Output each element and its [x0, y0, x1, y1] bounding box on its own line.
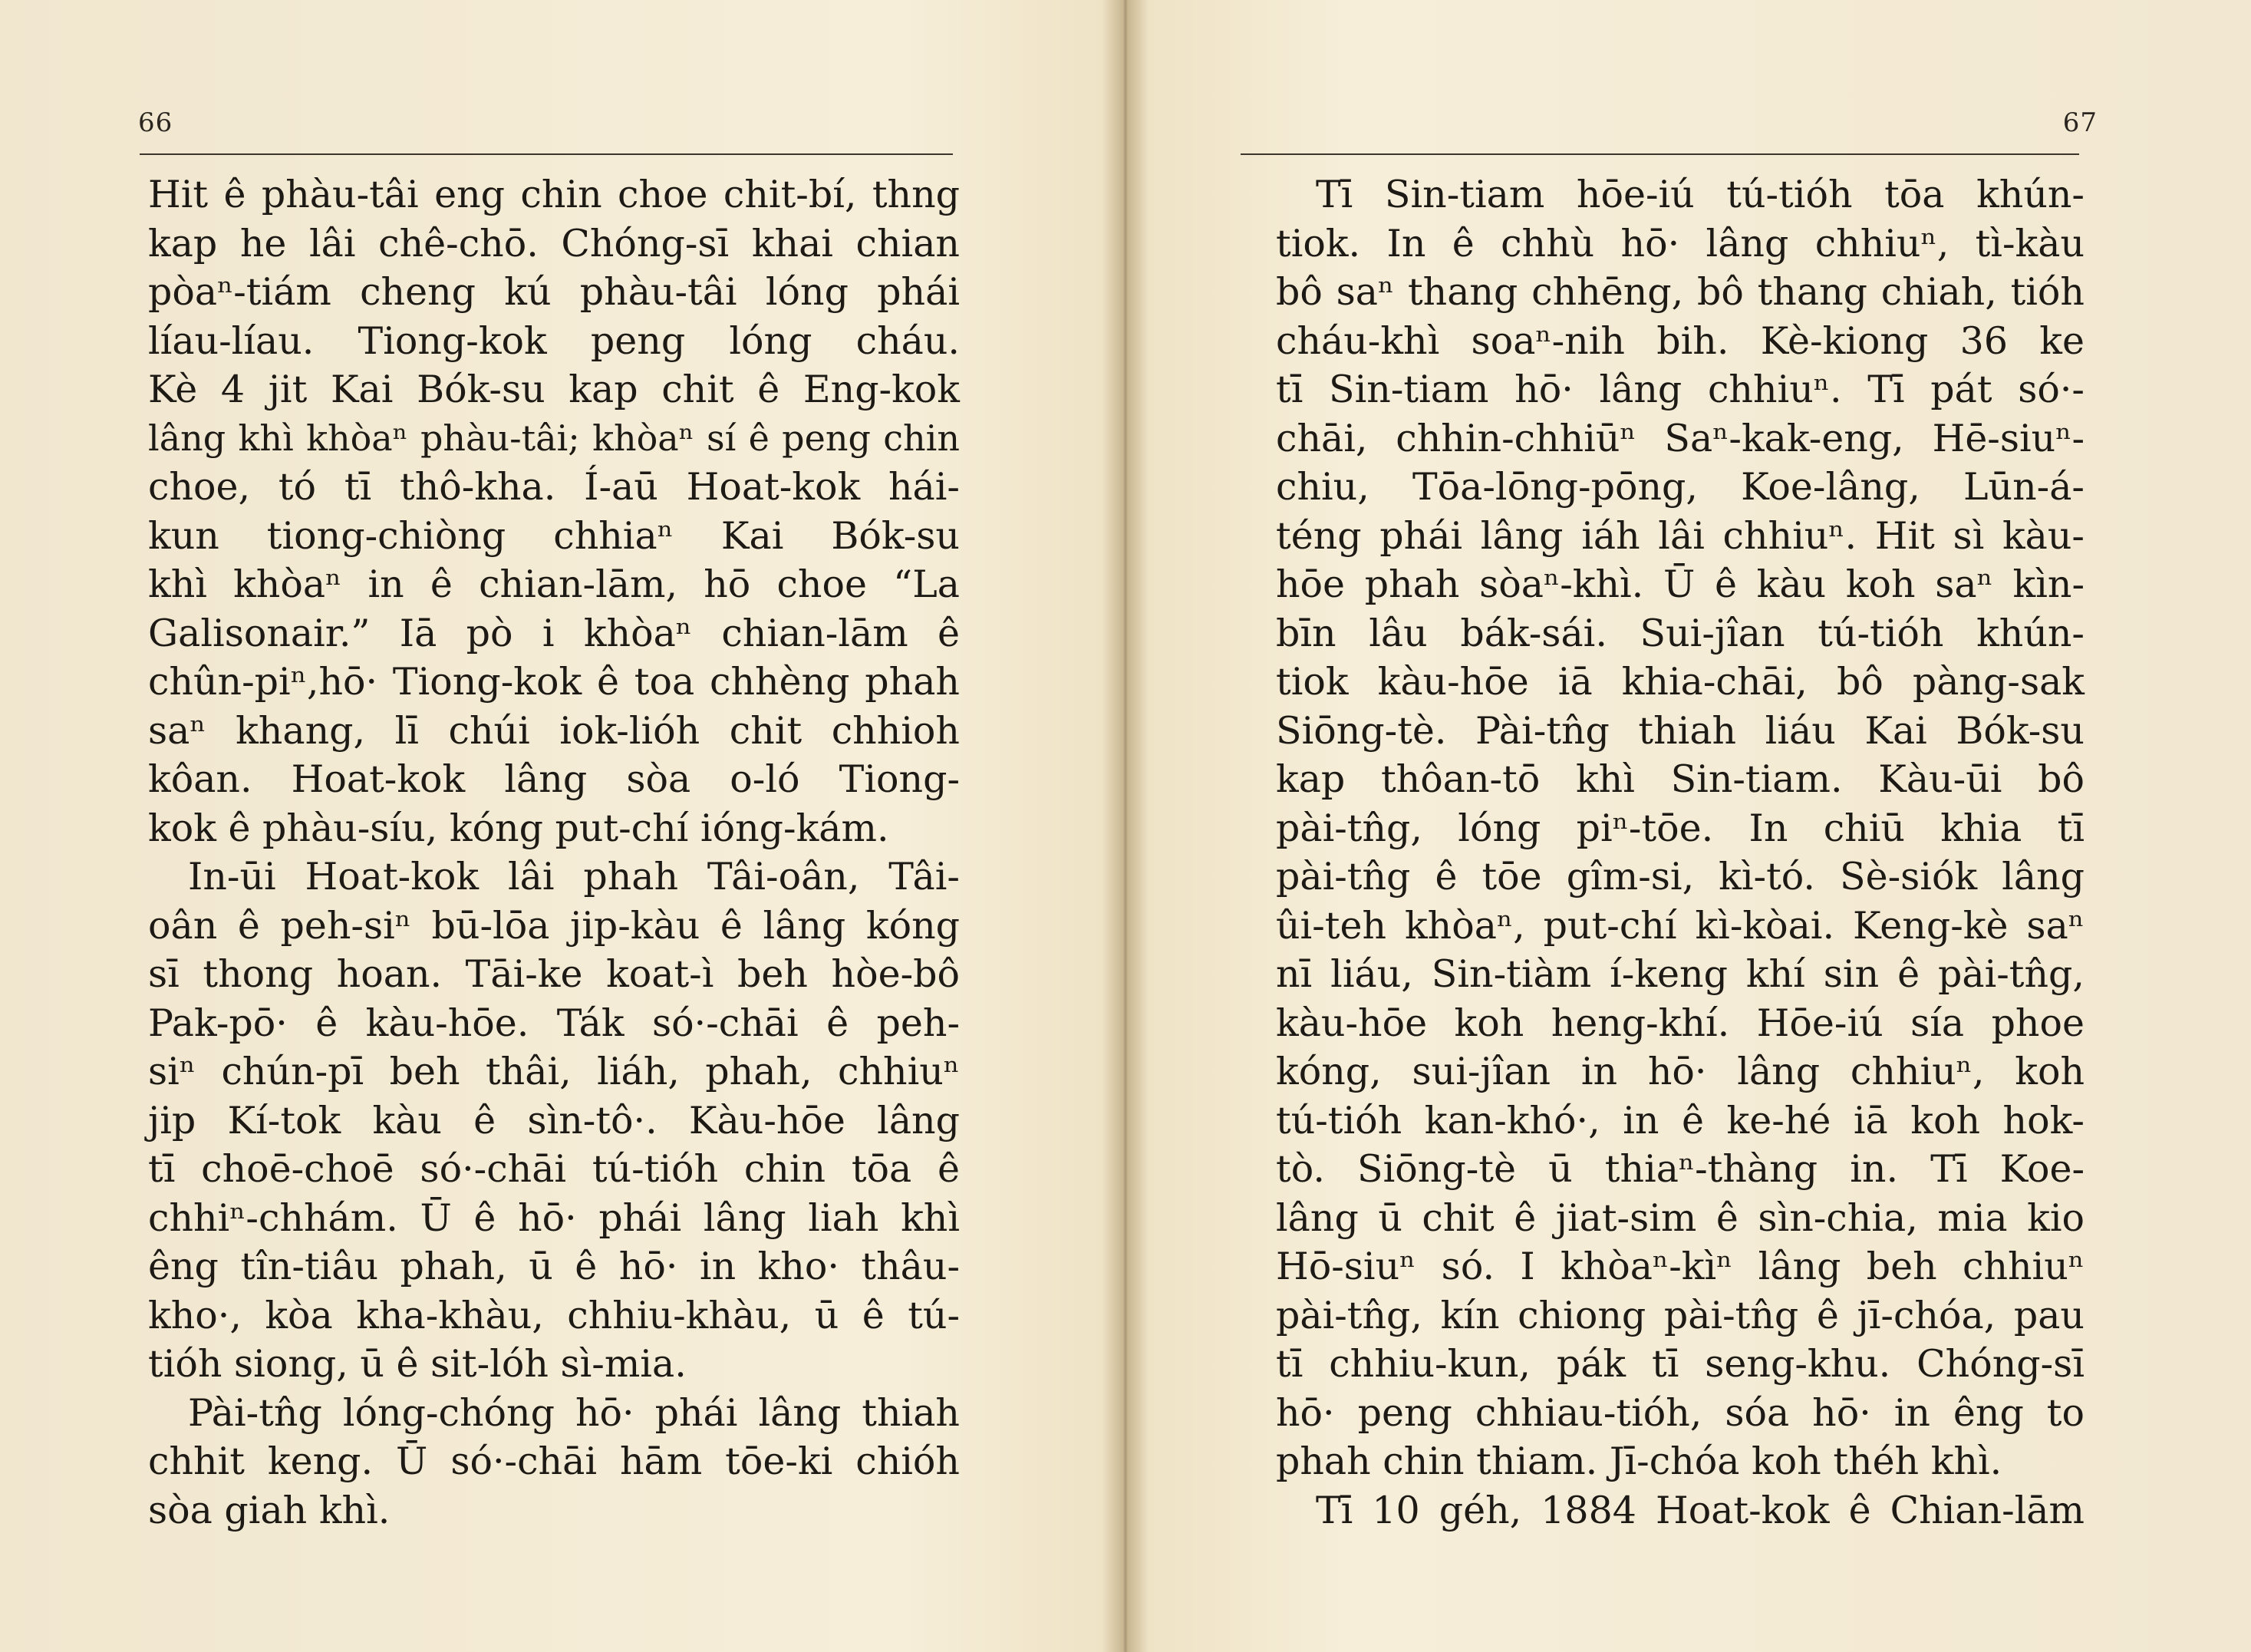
text-line: hōe phah sòaⁿ-khì. Ū ê kàu koh saⁿ kìn- — [1276, 562, 2085, 606]
body-text — [148, 170, 960, 1535]
text-line: Galisonair.” Iā pò i khòaⁿ chian-lām ê — [148, 611, 960, 655]
text-line: saⁿ khang, lī chúi iok-lióh chit chhioh — [148, 708, 960, 753]
text-line: In-ūi Hoat-kok lâi phah Tâi-oân, Tâi- — [188, 855, 960, 899]
text-line: hō· peng chhiau-tióh, sóa hō· in êng to — [1276, 1390, 2085, 1435]
text-line: tú-tióh kan-khó·, in ê ke-hé iā koh hok- — [1276, 1098, 2085, 1143]
text-line: Kè 4 jit Kai Bók-su kap chit ê Eng-kok — [148, 368, 960, 411]
text-line: lâng khì khòaⁿ phàu-tâi; khòaⁿ sí ê peng chin — [148, 417, 960, 459]
text-line: kap he lâi chê-chō. Chóng-sī khai chian — [148, 221, 960, 265]
text-line: oân ê peh-siⁿ bū-lōa jip-kàu ê lâng kóng — [148, 903, 960, 948]
text-line: kok ê phàu-síu, kóng put-chí ióng-kám. — [148, 806, 889, 850]
text-line: siⁿ chún-pī beh thâi, liáh, phah, chhiuⁿ — [148, 1050, 960, 1093]
text-line: tióh siong, ū ê sit-lóh sì-mia. — [148, 1342, 687, 1386]
text-line: phah chin thiam. Jī-chóa koh théh khì. — [1276, 1439, 2002, 1483]
text-line: jip Kí-tok kàu ê sìn-tô·. Kàu-hōe lâng — [148, 1098, 960, 1143]
text-line: choe, tó tī thô-kha. Í-aū Hoat-kok hái- — [148, 465, 960, 509]
text-line: Pak-pō· ê kàu-hōe. Ták só·-chāi ê peh- — [148, 1001, 960, 1045]
text-line: Tī Sin-tiam hōe-iú tú-tióh tōa khún- — [1316, 173, 2085, 216]
text-line: tiok kàu-hōe iā khia-chāi, bô pàng-sak — [1276, 660, 2085, 704]
page-number: 67 — [2062, 107, 2098, 138]
text-line: chiu, Tōa-lōng-pōng, Koe-lâng, Lūn-á- — [1276, 465, 2085, 509]
text-line: tiok. In ê chhù hō· lâng chhiuⁿ, tì-kàu — [1276, 221, 2085, 265]
text-line: kho·, kòa kha-khàu, chhiu-khàu, ū ê tú- — [148, 1293, 960, 1337]
text-line: cháu-khì soaⁿ-nih bih. Kè-kiong 36 ke — [1276, 318, 2085, 363]
text-line: chhit keng. Ū só·-chāi hām tōe-ki chióh — [148, 1439, 960, 1483]
text-line: Hō-siuⁿ só. I khòaⁿ-kìⁿ lâng beh chhiuⁿ — [1276, 1245, 2085, 1288]
text-line: pài-tn̂g, lóng piⁿ-tōe. In chiū khia tī — [1276, 806, 2085, 850]
text-line: kóng, sui-jîan in hō· lâng chhiuⁿ, koh — [1276, 1050, 2085, 1093]
text-line: tī choē-choē só·-chāi tú-tióh chin tōa ê — [148, 1147, 960, 1191]
header-rule — [140, 153, 953, 155]
text-line: Siōng-tè. Pài-tn̂g thiah liáu Kai Bók-su — [1276, 708, 2085, 753]
text-line: pòaⁿ-tiám cheng kú phàu-tâi lóng phái — [148, 270, 960, 314]
text-line: téng phái lâng iáh lâi chhiuⁿ. Hit sì kàu- — [1276, 513, 2085, 558]
right-page — [1126, 0, 2251, 1652]
text-line: kun tiong-chiòng chhiaⁿ Kai Bók-su — [148, 513, 960, 558]
text-line: êng tîn-tiâu phah, ū ê hō· in kho· thâu- — [148, 1245, 960, 1288]
text-line: tò. Siōng-tè ū thiaⁿ-thàng in. Tī Koe- — [1276, 1147, 2085, 1191]
text-line: Tī 10 géh, 1884 Hoat-kok ê Chian-lām — [1316, 1488, 2085, 1532]
text-line: lâng ū chit ê jiat-sim ê sìn-chia, mia kio — [1276, 1195, 2085, 1240]
text-line: kap thôan-tō khì Sin-tiam. Kàu-ūi bô — [1276, 757, 2085, 801]
header-rule — [1241, 153, 2079, 155]
text-line: líau-líau. Tiong-kok peng lóng cháu. — [148, 318, 960, 363]
text-line: pài-tn̂g ê tōe gîm-si, kì-tó. Sè-siók lâng — [1276, 855, 2085, 899]
text-line: bīn lâu bák-sái. Sui-jîan tú-tióh khún- — [1276, 611, 2085, 655]
text-line: sòa giah khì. — [148, 1488, 391, 1532]
text-line: chhiⁿ-chhám. Ū ê hō· phái lâng liah khì — [148, 1195, 960, 1240]
text-line: khì khòaⁿ in ê chian-lām, hō choe “La — [148, 562, 960, 606]
text-line: tī Sin-tiam hō· lâng chhiuⁿ. Tī pát só·- — [1276, 368, 2085, 411]
text-line: pài-tn̂g, kín chiong pài-tn̂g ê jī-chóa, pau — [1276, 1293, 2085, 1337]
text-line: Pài-tn̂g lóng-chóng hō· phái lâng thiah — [188, 1390, 960, 1435]
body-text — [1276, 170, 2085, 1535]
text-line: kàu-hōe koh heng-khí. Hōe-iú sía phoe — [1276, 1001, 2085, 1045]
text-line: tī chhiu-kun, pák tī seng-khu. Chóng-sī — [1276, 1342, 2085, 1386]
text-line: chāi, chhin-chhiūⁿ Saⁿ-kak-eng, Hē-siuⁿ- — [1276, 416, 2085, 460]
text-line: ûi-teh khòaⁿ, put-chí kì-kòai. Keng-kè saⁿ — [1276, 903, 2085, 948]
text-line: nī liáu, Sin-tiàm í-keng khí sin ê pài-tn̂g, — [1276, 952, 2085, 996]
text-line: sī thong hoan. Tāi-ke koat-ì beh hòe-bô — [148, 952, 960, 996]
text-line: Hit ê phàu-tâi eng chin choe chit-bí, thng — [148, 173, 960, 216]
page-number: 66 — [138, 107, 173, 138]
text-line: kôan. Hoat-kok lâng sòa o-ló Tiong- — [148, 757, 960, 801]
text-line: bô saⁿ thang chhēng, bô thang chiah, tióh — [1276, 270, 2085, 314]
text-line: chûn-piⁿ,hō· Tiong-kok ê toa chhèng phah — [148, 660, 960, 704]
